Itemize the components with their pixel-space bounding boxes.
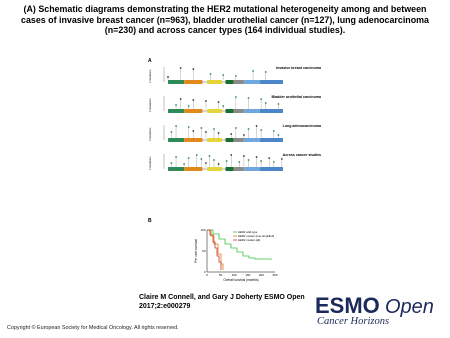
lollipop-head: [218, 163, 220, 165]
lollipop-head: [248, 128, 250, 130]
lollipop-head: [235, 75, 237, 77]
citation-authors: Claire M Connell, and Gary J Doherty ESMO Open: [139, 294, 305, 301]
lollipop-head: [230, 154, 232, 156]
track-title: Invasive breast carcinoma: [276, 66, 321, 70]
km-x-tick: 100: [231, 273, 237, 277]
lollipop-head: [222, 74, 224, 76]
panel-b-label: B: [148, 218, 152, 224]
slide-title: [10, 4, 440, 36]
lollipop-head: [278, 134, 280, 136]
lollipop-head: [226, 160, 228, 162]
lollipop-head: [265, 102, 267, 104]
lollipop-head: [175, 156, 177, 158]
lollipop-head: [180, 98, 182, 100]
panel-a-figure: [148, 60, 323, 184]
lollipop-head: [248, 159, 250, 161]
lollipop-head: [188, 105, 190, 107]
protein-domain: [244, 109, 260, 113]
lollipop-head: [248, 97, 250, 99]
lollipop-head: [256, 156, 258, 158]
protein-domain: [260, 109, 283, 113]
protein-domain: [207, 167, 222, 171]
track-title: Lung adenocarcinoma: [282, 124, 321, 128]
protein-domain: [244, 167, 260, 171]
svg-text:ESMO: ESMO: [315, 293, 380, 318]
protein-domain: [168, 109, 184, 113]
copyright-notice: Copyright © European Society for Medical Oncology. All rights reserved.: [7, 325, 179, 331]
lollipop-head: [243, 155, 245, 157]
protein-domain: [168, 167, 184, 171]
panel-a-label: A: [148, 58, 152, 64]
km-plot: [193, 226, 277, 286]
citation-reference: 2017;2:e000279: [139, 302, 191, 310]
lollipop-head: [238, 161, 240, 163]
protein-domain: [260, 138, 283, 142]
km-x-tick: 150: [245, 273, 251, 277]
track-title: Across cancer studies: [282, 153, 321, 157]
lollipop-head: [200, 127, 202, 129]
protein-domain: [168, 138, 184, 142]
protein-domain: [226, 80, 234, 84]
km-legend-label: HER2 mutant (non-amplified): [238, 234, 275, 238]
km-x-tick: 250: [272, 273, 278, 277]
protein-domain: [260, 80, 283, 84]
lollipop-head: [192, 68, 194, 70]
lollipop-head: [167, 76, 169, 78]
lollipop-head: [260, 129, 262, 131]
track-y-label: # mutations: [149, 69, 152, 83]
lollipop-head: [171, 131, 173, 133]
km-x-tick: 0: [206, 273, 208, 277]
lollipop-head: [278, 103, 280, 105]
lollipop-head: [268, 157, 270, 159]
lollipop-head: [196, 154, 198, 156]
protein-domain: [184, 138, 202, 142]
lollipop-head: [192, 99, 194, 101]
km-legend-label: HER2 mutant (all): [238, 238, 261, 242]
lollipop-head: [235, 127, 237, 129]
lollipop-head: [260, 98, 262, 100]
protein-domain: [226, 138, 234, 142]
lollipop-head: [218, 132, 220, 134]
lollipop-head: [205, 100, 207, 102]
lollipop-head: [180, 67, 182, 69]
protein-domain: [184, 167, 202, 171]
lollipop-head: [265, 71, 267, 73]
lollipop-head: [213, 128, 215, 130]
km-y-label: Per cent survival: [194, 239, 198, 263]
lollipop-head: [273, 161, 275, 163]
lollipop-head: [188, 157, 190, 159]
protein-domain: [234, 138, 244, 142]
title-line-2: cases of invasive breast cancer (n=963), bladder urothelial cancer (n=127), lung adenocarcinoma: [21, 14, 429, 25]
lollipop-head: [175, 125, 177, 127]
lollipop-head: [281, 158, 283, 160]
lollipop-head: [205, 162, 207, 164]
lollipop-head: [171, 162, 173, 164]
km-y-tick: 100: [200, 228, 206, 232]
lollipop-head: [209, 155, 211, 157]
protein-domain: [184, 80, 202, 84]
lollipop-head: [230, 133, 232, 135]
lollipop-head: [222, 105, 224, 107]
lollipop-head: [200, 158, 202, 160]
km-x-label: Overall survival (months): [223, 278, 259, 282]
track-y-label: # mutations: [149, 98, 152, 112]
svg-text:Open: Open: [385, 296, 434, 318]
protein-domain: [207, 109, 222, 113]
lollipop-head: [260, 160, 262, 162]
citation: [139, 294, 305, 311]
km-survival-chart: [193, 226, 277, 286]
track-title: Bladder urothelial carcinoma: [271, 95, 321, 99]
protein-domain: [207, 138, 222, 142]
logo-tagline: Cancer Horizons: [317, 316, 390, 327]
protein-domain: [184, 109, 202, 113]
title-line-3: (n=230) and across cancer types (164 individual studies).: [104, 25, 346, 36]
lollipop-head: [192, 130, 194, 132]
km-y-tick: 0: [203, 270, 206, 274]
track-y-label: # mutations: [149, 156, 152, 170]
lollipop-head: [218, 101, 220, 103]
km-y-tick: 50: [202, 249, 206, 253]
protein-domain: [244, 138, 260, 142]
lollipop-head: [175, 104, 177, 106]
lollipop-head: [183, 163, 185, 165]
lollipop-head: [273, 130, 275, 132]
esmo-logo-mark: [313, 289, 437, 319]
km-x-tick: 200: [258, 273, 264, 277]
lollipop-head: [252, 70, 254, 72]
protein-domain: [244, 80, 260, 84]
protein-domain: [234, 167, 244, 171]
protein-domain: [207, 80, 222, 84]
lollipop-head: [243, 134, 245, 136]
lollipop-head: [205, 131, 207, 133]
track-y-label: # mutations: [149, 127, 152, 141]
protein-domain: [226, 167, 234, 171]
lollipop-head: [256, 125, 258, 127]
protein-domain: [260, 167, 283, 171]
protein-domain: [226, 109, 234, 113]
protein-domain: [168, 80, 184, 84]
protein-domain: [234, 109, 244, 113]
esmo-open-logo: [313, 289, 437, 337]
km-legend-label: HER2 wild-type: [238, 230, 258, 234]
km-x-tick: 50: [218, 273, 223, 277]
lollipop-head: [188, 126, 190, 128]
lollipop-head: [235, 96, 237, 98]
lollipop-head: [213, 159, 215, 161]
lollipop-head: [210, 73, 212, 75]
title-line-1: (A) Schematic diagrams demonstrating the HER2 mutational heterogeneity among and between: [23, 4, 427, 14]
protein-domain: [234, 80, 244, 84]
